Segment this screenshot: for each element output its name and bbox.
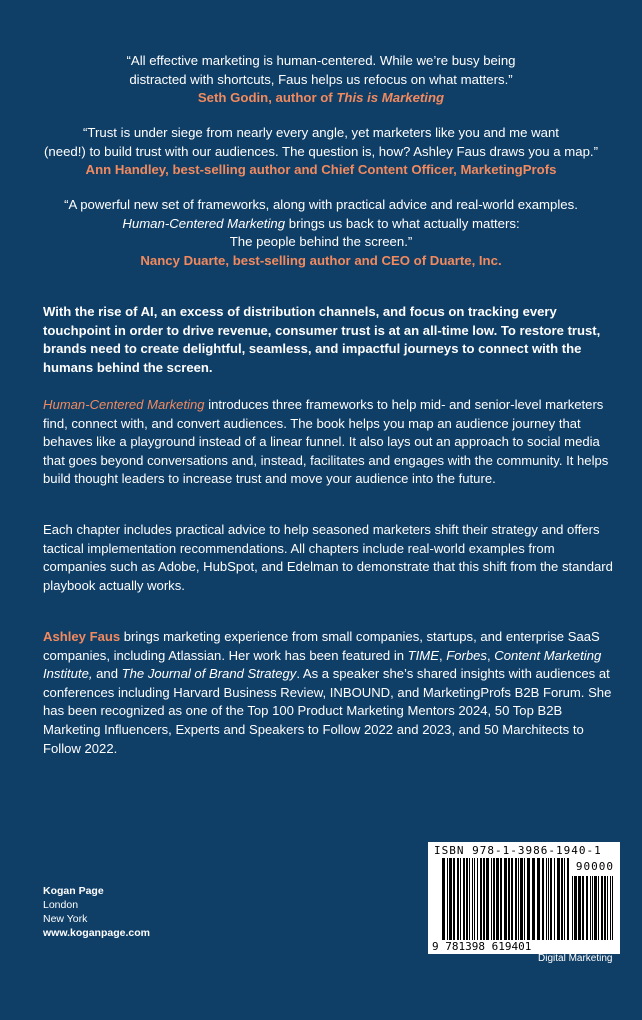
barcode-bar — [564, 858, 565, 940]
barcode-bar — [463, 858, 465, 940]
barcode-bar — [532, 858, 535, 940]
barcode-bars-main — [442, 858, 572, 940]
barcode-bar — [466, 858, 468, 940]
book-title: Human-Centered Marketing — [43, 397, 205, 412]
publisher-url: www.koganpage.com — [43, 927, 150, 939]
barcode-bar — [515, 858, 517, 940]
barcode-bar — [582, 876, 584, 940]
barcode-bar — [524, 858, 525, 940]
barcode-bar — [548, 858, 549, 940]
barcode-bar — [508, 858, 510, 940]
barcode-bar — [598, 876, 599, 940]
description-paragraph: Human-Centered Marketing introduces three frameworks to help mid- and senior-level marketers find, connect with, and convert audiences. The book helps you map an audience journey that behaves like a playground instead of a linear funnel. It also lays out an approach to social media that goes beyond conversations and, instead, facilitates and engages with the community. It helps build thought leaders to increase trust and move your audience into the future. — [43, 397, 609, 487]
barcode-bar — [500, 858, 502, 940]
publisher-city: New York — [43, 913, 88, 925]
barcode-bar — [604, 876, 606, 940]
quote-line: (need!) to build trust with our audiences. The question is, how? Ashley Faus draws you a map.” — [44, 143, 598, 159]
barcode-bar — [453, 858, 455, 940]
barcode-bar — [460, 858, 461, 940]
publisher-city: London — [43, 899, 79, 911]
quote-attribution: Ann Handley, best-selling author and Chief Content Officer, MarketingProfs — [85, 162, 557, 177]
quote-line: Human-Centered Marketing brings us back to what actually matters: — [122, 215, 520, 231]
barcode-bar — [527, 858, 530, 940]
endorsement-quote-2 — [30, 124, 612, 180]
barcode-bar — [592, 876, 593, 940]
barcode-bar — [578, 876, 581, 940]
barcode-bar — [594, 876, 597, 940]
quote-attribution: Seth Godin, author of This is Marketing — [197, 90, 445, 105]
quote-line: The people behind the screen.” — [229, 234, 413, 249]
barcode-bar — [561, 858, 563, 940]
barcode-bar — [610, 876, 611, 940]
publisher-name: Kogan Page — [43, 885, 104, 897]
barcode-bar — [572, 876, 573, 940]
publisher-imprint — [43, 884, 150, 940]
barcode-bar — [518, 858, 519, 940]
barcode-bar — [537, 858, 540, 940]
chapters-paragraph: Each chapter includes practical advice to help seasoned marketers shift their strategy and offers tactical implementation recommendations. All chapters include real-world examples from companies such as Adobe, HubSpot, and Edelman to demonstrate that this shift from the standard playbook actually works. — [43, 522, 613, 593]
barcode-bar — [546, 858, 547, 940]
quote-line: distracted with shortcuts, Faus helps us refocus on what matters.” — [129, 71, 513, 87]
barcode-bar — [504, 858, 507, 940]
barcode-bar — [496, 858, 499, 940]
barcode-bar — [449, 858, 452, 940]
barcode-bar — [486, 858, 489, 940]
barcode-bar — [612, 876, 613, 940]
barcode-bar — [469, 858, 470, 940]
barcode-bar — [554, 858, 555, 940]
barcode-bar — [457, 858, 459, 940]
ean-digits: 9 781398 619401 — [432, 940, 532, 953]
price-code: 90000 — [575, 860, 614, 873]
barcode-bar — [601, 876, 603, 940]
barcode-bar — [550, 858, 552, 940]
intro-paragraph: With the rise of AI, an excess of distribution channels, and focus on tracking every touchpoint in order to drive revenue, consumer trust is at an all-time low. To restore trust, brands need to create delightful, seamless, and impactful journeys to connect with the humans behind the screen. — [43, 304, 601, 375]
barcode-bar — [447, 858, 448, 940]
quote-line: “Trust is under siege from nearly every angle, yet marketers like you and me want — [83, 125, 559, 140]
barcode-bar — [574, 876, 577, 940]
barcode-bar — [607, 876, 608, 940]
isbn-number: ISBN 978-1-3986-1940-1 — [434, 844, 602, 857]
barcode-bar — [442, 858, 445, 940]
barcode-bar — [474, 858, 475, 940]
barcode-bar — [491, 858, 492, 940]
barcode-bar — [493, 858, 495, 940]
barcode-bar — [590, 876, 591, 940]
endorsement-quote-1 — [30, 52, 612, 108]
quote-attribution: Nancy Duarte, best-selling author and CEO of Duarte, Inc. — [140, 252, 502, 268]
barcode-bar — [542, 858, 544, 940]
author-bio: Ashley Faus brings marketing experience from small companies, startups, and enterprise SaaS companies, including Atlassian. Her work has been featured in TIME, Forbes, Content Marketing Institute, and The Journal of Brand Strategy. As a speaker she’s shared insights with audiences at conferences including Harvard Business Review, INBOUND, and MarketingProfs B2B Forum. She has been recognized as one of the Top 100 Product Marketing Mentors 2024, 50 Top B2B Marketing Influencers, Experts and Speakers to Follow 2022 and 2023, and 50 Marchitects to Follow 2022. — [43, 629, 612, 756]
barcode-bar — [477, 858, 478, 940]
barcode-bar — [520, 858, 523, 940]
category-label: Digital Marketing — [538, 953, 613, 964]
barcode-bar — [567, 858, 569, 940]
barcode-bars-addon — [572, 876, 616, 940]
author-name: Ashley Faus — [43, 629, 121, 644]
quote-line: “All effective marketing is human-centered. While we’re busy being — [126, 53, 516, 68]
isbn-barcode — [428, 842, 620, 954]
quote-line: “A powerful new set of frameworks, along with practical advice and real-world examples. — [64, 197, 578, 212]
barcode-bar — [472, 858, 473, 940]
barcode-bar — [483, 858, 485, 940]
barcode-bar — [511, 858, 513, 940]
barcode-bar — [480, 858, 482, 940]
endorsement-quote-3 — [30, 196, 612, 270]
barcode-bar — [557, 858, 560, 940]
barcode-bar — [586, 876, 588, 940]
